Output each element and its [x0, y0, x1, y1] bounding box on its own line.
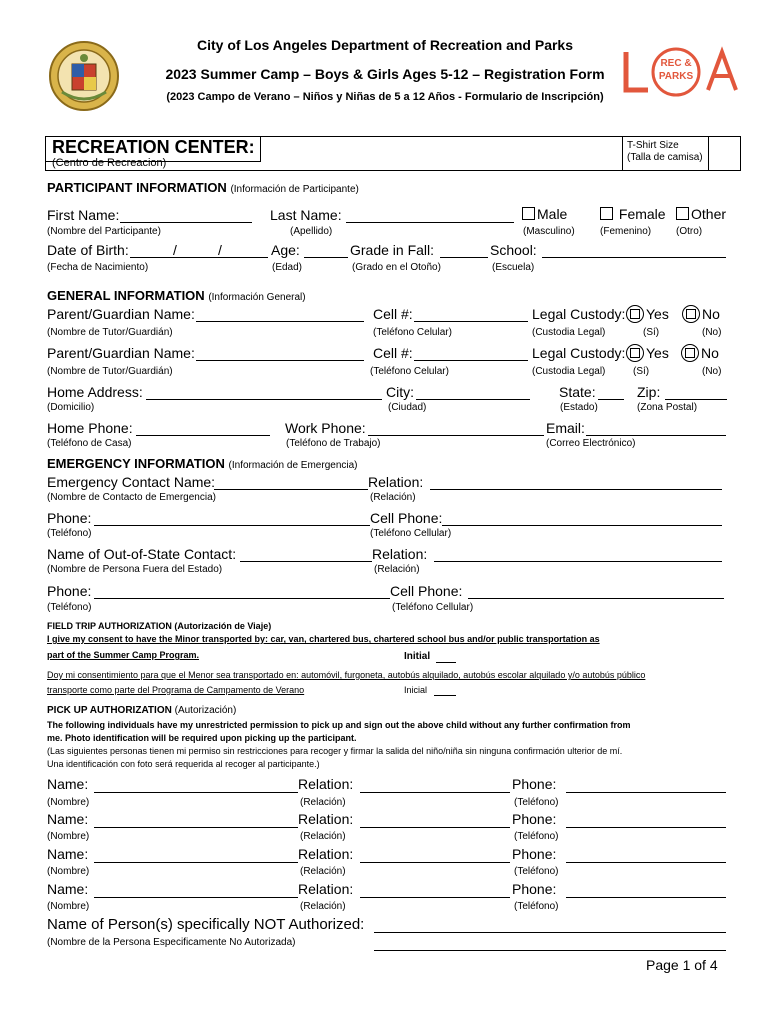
work-phone-label-es: (Teléfono de Trabajo): [286, 438, 381, 449]
first-name-label-es: (Nombre del Participante): [47, 226, 161, 237]
field-trip-consent-2: part of the Summer Camp Program.: [47, 650, 200, 660]
pickup4-name-label-es: (Nombre): [47, 901, 90, 912]
zip-label-es: (Zona Postal): [637, 402, 698, 413]
oos-cell-label-es: (Teléfono Cellular): [392, 602, 474, 613]
city-label: City:: [386, 384, 414, 400]
pickup-text-es-1: (Las siguientes personas tienen mi permiso sin restricciones para recoger y firmar la salida del niño/niña sin ninguna confirmación ulterior de mí.: [47, 746, 623, 756]
last-name-input[interactable]: [346, 222, 514, 223]
school-label: School:: [490, 242, 537, 258]
oos-cell-input[interactable]: [468, 598, 724, 599]
school-input[interactable]: [542, 257, 726, 258]
pickup1-relation-input[interactable]: [360, 792, 510, 793]
emergency-cell-label-es: (Teléfono Cellular): [370, 528, 452, 539]
school-label-es: (Escuela): [492, 262, 535, 273]
pickup2-relation-label-es: (Relación): [300, 831, 346, 842]
oos-relation-label: Relation:: [372, 546, 428, 562]
guardian2-no-label-es: (No): [702, 366, 722, 377]
grade-input[interactable]: [440, 257, 488, 258]
not-authorized-input-2[interactable]: [374, 950, 726, 951]
oos-contact-label: Name of Out-of-State Contact:: [47, 546, 237, 562]
logo-text-2: PARKS: [658, 71, 694, 82]
guardian2-cell-label-es: (Teléfono Celular): [370, 366, 449, 377]
guardian2-custody-label: Legal Custody:: [532, 345, 626, 361]
tshirt-label-es: (Talla de camisa): [627, 152, 703, 163]
dob-slash-2: /: [218, 242, 222, 258]
oos-contact-label-es: (Nombre de Persona Fuera del Estado): [47, 564, 223, 575]
guardian1-cell-label-es: (Teléfono Celular): [373, 327, 452, 338]
pickup4-relation-input[interactable]: [360, 897, 510, 898]
oos-cell-label: Cell Phone:: [390, 583, 463, 599]
pickup3-phone-label: Phone:: [512, 846, 557, 862]
field-trip-consent-1: I give my consent to have the Minor transported by: car, van, chartered bus, chartered school bus and/or public transportation as: [47, 634, 600, 644]
tshirt-size-field[interactable]: [708, 136, 709, 171]
dob-label: Date of Birth:: [47, 242, 129, 258]
email-label-es: (Correo Electrónico): [546, 438, 636, 449]
emergency-phone-input[interactable]: [94, 525, 370, 526]
field-trip-inicial-input[interactable]: [434, 695, 456, 696]
guardian1-cell-label: Cell #:: [373, 306, 413, 322]
field-trip-inicial-label: Inicial: [404, 685, 428, 695]
male-option[interactable]: Male: [522, 206, 567, 222]
emergency-phone-label-es: (Teléfono): [47, 528, 92, 539]
oos-relation-label-es: (Relación): [374, 564, 420, 575]
pickup3-name-label-es: (Nombre): [47, 866, 90, 877]
female-label-es: (Femenino): [600, 226, 652, 237]
pickup2-phone-label-es: (Teléfono): [514, 831, 559, 842]
pickup1-relation-label: Relation:: [298, 776, 354, 792]
pickup3-relation-input[interactable]: [360, 862, 510, 863]
city-input[interactable]: [416, 399, 530, 400]
pickup2-phone-input[interactable]: [566, 827, 726, 828]
female-option[interactable]: Female: [600, 206, 666, 222]
email-input[interactable]: [586, 435, 726, 436]
guardian1-yes-checkbox[interactable]: [626, 305, 644, 323]
field-trip-consent-es-2: transporte como parte del Programa de Campamento de Verano: [47, 685, 305, 695]
guardian2-input[interactable]: [196, 360, 364, 361]
tshirt-divider: [622, 136, 623, 171]
pickup3-relation-label: Relation:: [298, 846, 354, 862]
guardian2-yes-label: Yes: [646, 345, 669, 361]
other-label-es: (Otro): [676, 226, 703, 237]
pickup-text-es-2: Una identificación con foto será requerida al recoger al participante.): [47, 759, 320, 769]
pickup2-name-label-es: (Nombre): [47, 831, 90, 842]
pickup4-phone-label: Phone:: [512, 881, 557, 897]
recreation-center-label: RECREATION CENTER:: [52, 137, 255, 157]
emergency-contact-label: Emergency Contact Name:: [47, 474, 216, 490]
general-heading: GENERAL INFORMATION (Información General): [47, 288, 306, 303]
tshirt-label: T-Shirt Size: [627, 140, 679, 151]
dob-input[interactable]: [130, 257, 268, 258]
dob-slash-1: /: [173, 242, 177, 258]
guardian1-no-checkbox[interactable]: [682, 305, 700, 323]
address-label: Home Address:: [47, 384, 143, 400]
age-label-es: (Edad): [272, 262, 303, 273]
guardian2-no-label: No: [701, 345, 719, 361]
pickup3-name-label: Name:: [47, 846, 89, 862]
guardian1-no-label: No: [702, 306, 720, 322]
form-title: City of Los Angeles Department of Recreation and Parks: [196, 37, 573, 53]
oos-phone-label-es: (Teléfono): [47, 602, 92, 613]
pickup2-relation-input[interactable]: [360, 827, 510, 828]
pickup1-phone-label-es: (Teléfono): [514, 797, 559, 808]
not-authorized-label: Name of Person(s) specifically NOT Authorized:: [47, 916, 365, 933]
guardian1-cell-input[interactable]: [414, 321, 528, 322]
pickup4-phone-label-es: (Teléfono): [514, 901, 559, 912]
not-authorized-label-es: (Nombre de la Persona Especificamente No Autorizada): [47, 937, 296, 948]
home-phone-label-es: (Teléfono de Casa): [47, 438, 132, 449]
oos-phone-label: Phone:: [47, 583, 92, 599]
pickup1-phone-input[interactable]: [566, 792, 726, 793]
emergency-contact-label-es: (Nombre de Contacto de Emergencia): [47, 492, 216, 503]
state-label-es: (Estado): [560, 402, 598, 413]
home-phone-input[interactable]: [136, 435, 270, 436]
other-option[interactable]: Other: [676, 206, 726, 222]
pickup1-name-input[interactable]: [94, 792, 298, 793]
age-label: Age:: [271, 242, 300, 258]
pickup3-name-input[interactable]: [94, 862, 298, 863]
participant-heading: PARTICIPANT INFORMATION (Información de Participante): [47, 180, 359, 195]
oos-contact-input[interactable]: [240, 561, 372, 562]
city-label-es: (Ciudad): [388, 402, 427, 413]
pickup4-phone-input[interactable]: [566, 897, 726, 898]
pickup-text-1: The following individuals have my unrestricted permission to pick up and sign out the above child without any further confirmation from: [47, 720, 631, 730]
guardian2-label-es: (Nombre de Tutor/Guardián): [47, 366, 173, 377]
guardian1-custody-label: Legal Custody:: [532, 306, 626, 322]
age-input[interactable]: [304, 257, 348, 258]
guardian1-yes-label: Yes: [646, 306, 669, 322]
emergency-heading: EMERGENCY INFORMATION (Información de Emergencia): [47, 456, 358, 471]
emergency-contact-input[interactable]: [214, 489, 368, 490]
pickup4-relation-label: Relation:: [298, 881, 354, 897]
state-input[interactable]: [598, 399, 624, 400]
pickup4-name-input[interactable]: [94, 897, 298, 898]
guardian2-label: Parent/Guardian Name:: [47, 345, 195, 361]
email-label: Email:: [546, 420, 585, 436]
address-input[interactable]: [146, 399, 382, 400]
field-trip-heading: FIELD TRIP AUTHORIZATION (Autorización de Viaje): [47, 621, 272, 631]
other-checkbox[interactable]: [676, 207, 689, 220]
not-authorized-input-1[interactable]: [374, 932, 726, 933]
guardian1-custody-label-es: (Custodia Legal): [532, 327, 606, 338]
emergency-phone-label: Phone:: [47, 510, 92, 526]
oos-relation-input[interactable]: [434, 561, 722, 562]
guardian2-yes-checkbox[interactable]: [626, 344, 644, 362]
form-subtitle-es: (2023 Campo de Verano – Niños y Niñas de 5 a 12 Años - Formulario de Inscripción): [166, 91, 604, 103]
pickup3-phone-label-es: (Teléfono): [514, 866, 559, 877]
pickup4-name-label: Name:: [47, 881, 89, 897]
pickup2-relation-label: Relation:: [298, 811, 354, 827]
zip-label: Zip:: [637, 384, 661, 400]
guardian2-yes-label-es: (Sí): [633, 366, 650, 377]
form-subtitle: 2023 Summer Camp – Boys & Girls Ages 5-12 – Registration Form: [165, 66, 605, 82]
field-trip-initial-input[interactable]: [436, 662, 456, 663]
grade-label-es: (Grado en el Otoño): [352, 262, 441, 273]
guardian2-no-checkbox[interactable]: [681, 344, 699, 362]
field-trip-initial-label: Initial: [404, 651, 431, 662]
emergency-cell-label: Cell Phone:: [370, 510, 443, 526]
guardian2-custody-label-es: (Custodia Legal): [532, 366, 606, 377]
pickup1-name-label-es: (Nombre): [47, 797, 90, 808]
guardian1-label-es: (Nombre de Tutor/Guardián): [47, 327, 173, 338]
pickup2-name-input[interactable]: [94, 827, 298, 828]
pickup2-name-label: Name:: [47, 811, 89, 827]
pickup3-phone-input[interactable]: [566, 862, 726, 863]
work-phone-label: Work Phone:: [285, 420, 366, 436]
work-phone-input[interactable]: [368, 435, 544, 436]
pickup4-relation-label-es: (Relación): [300, 901, 346, 912]
guardian2-cell-label: Cell #:: [373, 345, 413, 361]
emergency-cell-input[interactable]: [442, 525, 722, 526]
pickup1-phone-label: Phone:: [512, 776, 557, 792]
pickup-text-2: me. Photo identification will be required upon picking up the participant.: [47, 733, 357, 743]
state-label: State:: [559, 384, 596, 400]
first-name-input[interactable]: [120, 222, 252, 223]
page-number: Page 1 of 4: [646, 957, 718, 973]
dob-label-es: (Fecha de Nacimiento): [47, 262, 149, 273]
first-name-label: First Name:: [47, 207, 120, 223]
logo-text-1: REC &: [660, 58, 692, 69]
rec-parks-logo: [620, 44, 742, 100]
female-checkbox[interactable]: [600, 207, 613, 220]
last-name-label: Last Name:: [270, 207, 342, 223]
pickup1-name-label: Name:: [47, 776, 89, 792]
address-label-es: (Domicilio): [47, 402, 95, 413]
pickup2-phone-label: Phone:: [512, 811, 557, 827]
oos-phone-input[interactable]: [94, 598, 390, 599]
pickup1-relation-label-es: (Relación): [300, 797, 346, 808]
male-checkbox[interactable]: [522, 207, 535, 220]
emergency-relation-input[interactable]: [430, 489, 722, 490]
pickup3-relation-label-es: (Relación): [300, 866, 346, 877]
recreation-center-label-es: (Centro de Recreacion): [52, 157, 167, 169]
emergency-relation-label: Relation:: [368, 474, 424, 490]
field-trip-consent-es-1: Doy mi consentimiento para que el Menor sea transportado en: automóvil, furgoneta, autobús alquilado, autobús escolar alquilado y/o autobús público: [47, 670, 646, 680]
guardian1-input[interactable]: [196, 321, 364, 322]
grade-label: Grade in Fall:: [350, 242, 435, 258]
home-phone-label: Home Phone:: [47, 420, 133, 436]
emergency-relation-label-es: (Relación): [370, 492, 416, 503]
pickup-heading: PICK UP AUTHORIZATION (Autorización): [47, 705, 237, 716]
male-label-es: (Masculino): [523, 226, 575, 237]
guardian1-yes-label-es: (Sí): [643, 327, 660, 338]
zip-input[interactable]: [665, 399, 727, 400]
guardian1-label: Parent/Guardian Name:: [47, 306, 195, 322]
last-name-label-es: (Apellido): [290, 226, 333, 237]
guardian2-cell-input[interactable]: [414, 360, 528, 361]
guardian1-no-label-es: (No): [702, 327, 722, 338]
